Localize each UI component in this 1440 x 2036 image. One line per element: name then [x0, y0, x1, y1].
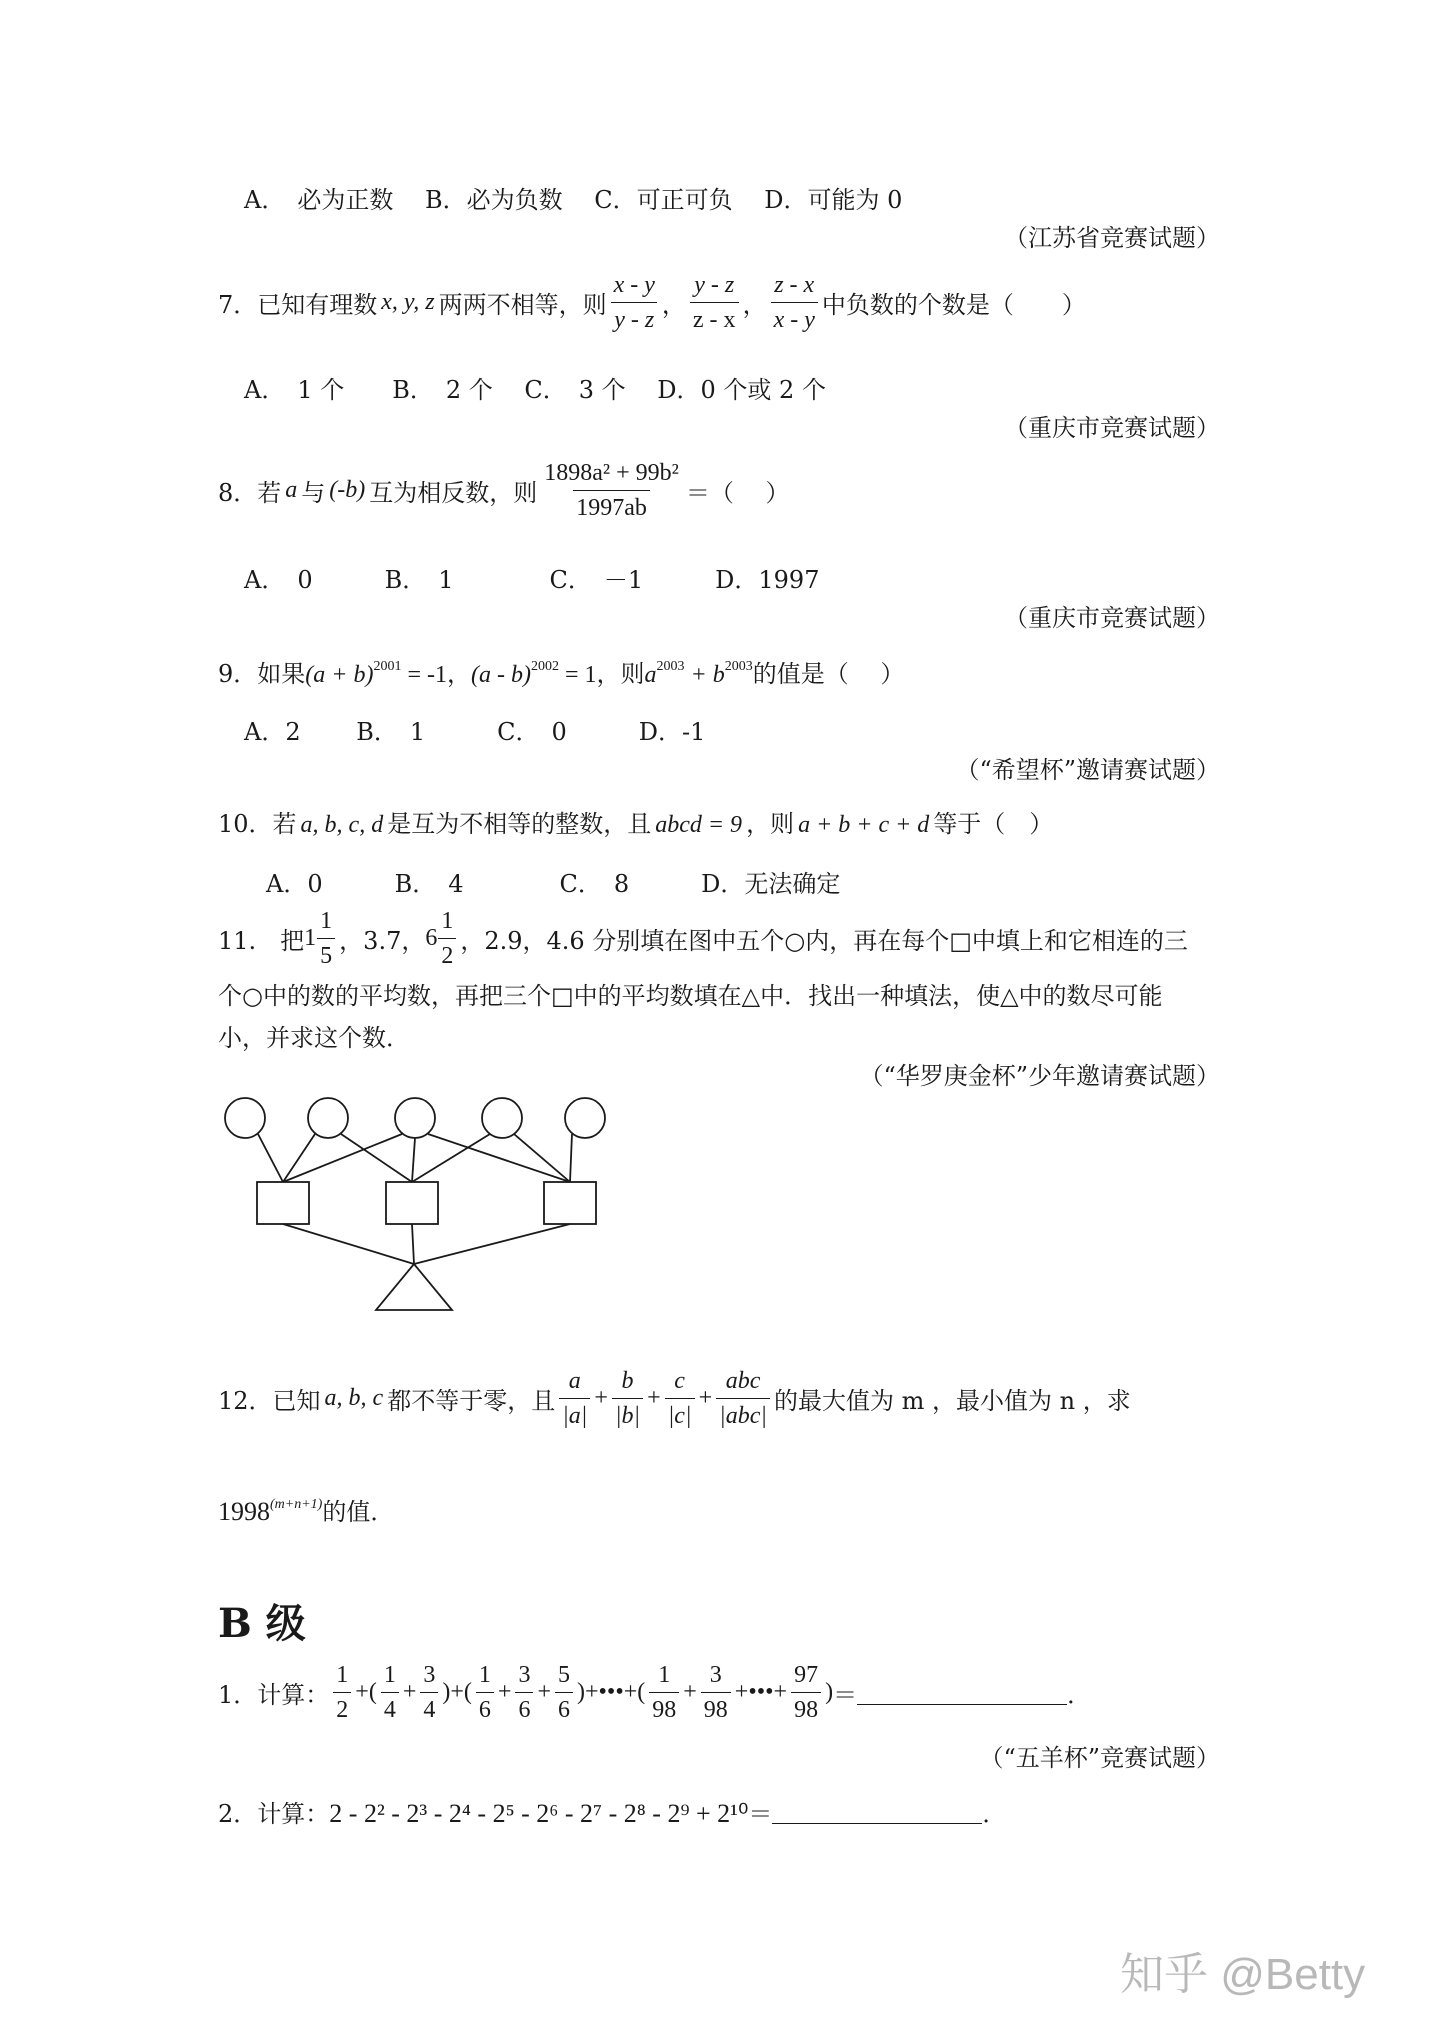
diagram-square-3: [544, 1182, 596, 1224]
q7-fraction-2: $\frac{y - z}{z - x}$: [690, 270, 739, 335]
source-chongqing-1: （重庆市竞赛试题）: [1004, 414, 1220, 442]
q10-options: A．0 B． 4 C． 8 D．无法确定: [266, 870, 841, 898]
diagram-circle-3: [395, 1098, 435, 1138]
q7-fraction-1: $\frac{x - y}{y - z}$: [611, 270, 658, 335]
diagram-square-2: [386, 1182, 438, 1224]
source-jiangsu: （江苏省竞赛试题）: [1004, 224, 1220, 252]
question-b2: 2．计算：2 - 2² - 2³ - 2⁴ - 2⁵ - 2⁶ - 2⁷ - 2⁸ - 2⁹ + 2¹⁰＝ ．: [218, 1799, 1007, 1828]
question-8: 8．若 a 与 (-b) 互为相反数，则 $\frac{\text{1898a² + 99b²}}{1997ab}$ ＝（ ）: [218, 460, 790, 521]
source-xiwang: （“希望杯”邀请赛试题）: [955, 756, 1220, 784]
source-chongqing-2: （重庆市竞赛试题）: [1004, 604, 1220, 632]
q8-fraction: $\frac{\text{1898a² + 99b²}}{1997ab}$: [544, 460, 679, 521]
b2-answer-blank[interactable]: [772, 1799, 982, 1824]
diagram-circle-2: [308, 1098, 348, 1138]
q7-fraction-3: $\frac{z - x}{x - y}$: [771, 270, 818, 335]
diagram-circle-5: [565, 1098, 605, 1138]
q11-diagram: [200, 1080, 660, 1320]
q7-vars: x, y, z: [381, 289, 435, 315]
q7-prefix: 7．已知有理数: [218, 291, 378, 319]
diagram-circle-1: [225, 1098, 265, 1138]
q11-line-3: 小，并求这个数．: [218, 1024, 410, 1052]
b1-answer-blank[interactable]: [857, 1680, 1067, 1705]
diagram-triangle: [376, 1264, 452, 1310]
q7-options: A． 1 个 B． 2 个 C． 3 个 D．0 个或 2 个: [244, 376, 826, 404]
question-9: 9．如果$(a + b)^{2001} = -1$，(a - b)$^{2002}$ = 1，则$a^{2003} + b^{2003}$的值是（ ）: [218, 659, 905, 688]
diagram-circle-4: [482, 1098, 522, 1138]
q12-line-2: $1998^{(m+n+1)}$的值．: [218, 1497, 395, 1526]
source-hualuogeng: （“华罗庚金杯”少年邀请赛试题）: [859, 1062, 1220, 1090]
watermark: 知乎 @Betty: [1120, 1950, 1366, 1999]
section-b-heading: B 级: [218, 1600, 306, 1647]
q7-mid: 两两不相等，则: [438, 291, 607, 319]
source-wuyang: （“五羊杯”竞赛试题）: [979, 1744, 1220, 1772]
q7-suffix: 中负数的个数是（ ）: [821, 291, 1086, 319]
question-b1: 1．计算： $\frac{1}{2}$ +( $\frac{1}{4}$ + $\frac{3}{4}$ )+( $\frac{1}{6}$ + $\frac{3}{6}$ + $\frac{5}{6}$ )+•••+( $\frac{1}{98}$ + $\frac{3}{98}$ +•••+ $\frac{97}{98}$ ) ＝ ．: [218, 1662, 1092, 1723]
q11-line-2: 个○中的数的平均数，再把三个□中的平均数填在△中．找出一种填法，使△中的数尽可能: [218, 982, 1163, 1010]
diagram-square-1: [257, 1182, 309, 1224]
question-10: 10．若 a, b, c, d 是互为不相等的整数，且 abcd = 9 ，则 a + b + c + d 等于（ ）: [218, 810, 1054, 838]
q8-options: A． 0 B． 1 C． －1 D．1997: [244, 566, 820, 594]
question-12: 12．已知 a, b, c 都不等于零，且 $\frac{a}{|a|}$ + $\frac{b}{|b|}$ + $\frac{c}{|c|}$ + $\frac{\text{abc}}{\text{|abc|}}$ 的最大值为 m ，最小值为 n ，求: [218, 1368, 1131, 1429]
q9-options: A．2 B． 1 C． 0 D．-1: [244, 718, 706, 746]
question-7: 7．已知有理数 x, y, z 两两不相等，则 $\frac{x - y}{y - z}$ ， $\frac{y - z}{z - x}$ ， $\frac{z - x}{x - y}$ 中负数的个数是（ ）: [218, 272, 1086, 333]
q6-options: A． 必为正数 B．必为负数 C．可正可负 D．可能为 0: [244, 186, 903, 214]
question-11: 11. 把 1 $\frac{1}{5}$ ，3.7， 6 $\frac{1}{2}$ ，2.9，4.6 分别填在图中五个○内，再在每个□中填上和它相连的三: [218, 908, 1188, 969]
